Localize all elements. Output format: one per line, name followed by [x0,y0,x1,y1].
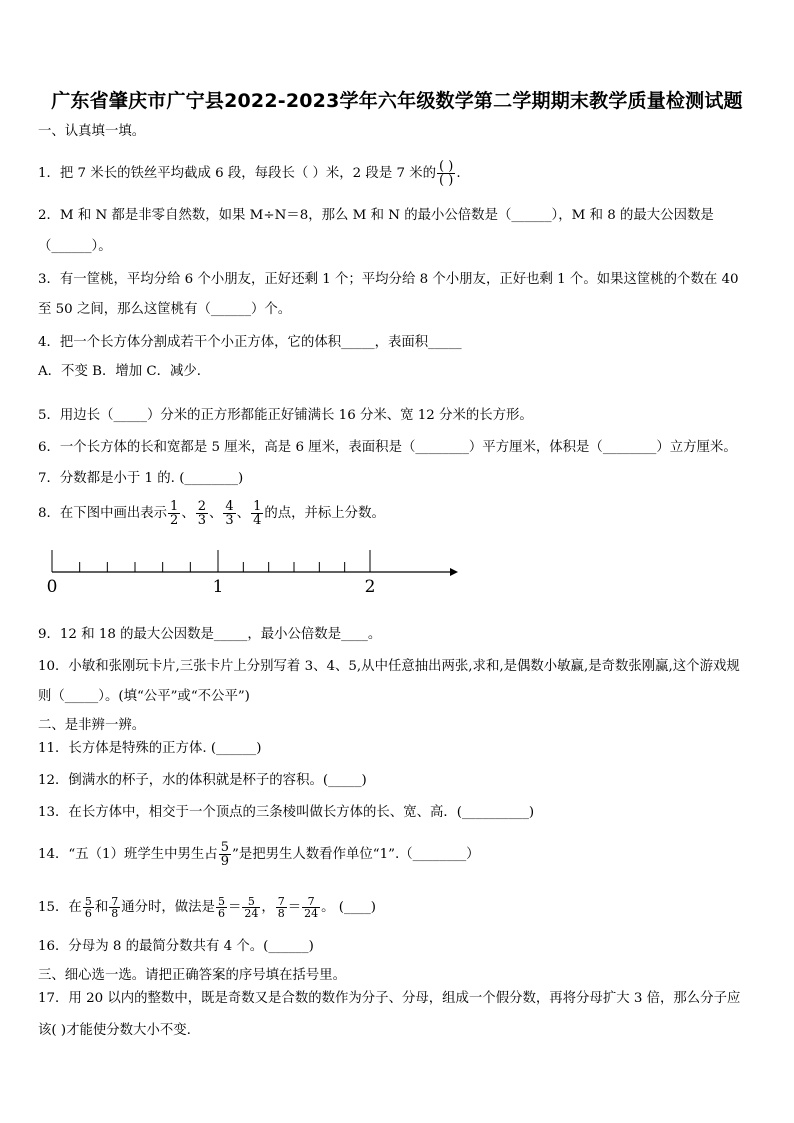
question-15: 15．在 $\frac{5}{6}$ 和 $\frac{7}{8}$ 通分时，做法是 $\frac{5}{6}$ ＝ $\frac{5}{24}$ ， $\frac{7}{8}$ ＝ $\frac{7}{24}$ 。 (____) [38,895,377,920]
question-13: 13．在长方体中，相交于一个顶点的三条棱叫做长方体的长、宽、高．(__________) [38,805,535,820]
question-11: 11．长方体是特殊的正方体. (______) [38,741,262,756]
page-title: 广东省肇庆市广宁县2022-2023学年六年级数学第二学期期末教学质量检测试题 [51,90,743,112]
fraction-5-9: $\frac{5}{9}$ [220,840,229,869]
section-1-heading: 一、认真填一填。 [38,124,146,139]
question-5: 5．用边长（_____）分米的正方形都能正好铺满长 16 分米、宽 12 分米的长方形。 [38,408,533,423]
number-line-label-2: 2 [364,577,376,597]
fraction-4-3: $\frac{4}{3}$ [225,499,234,528]
section-3-heading: 三、细心选一选。请把正确答案的序号填在括号里。 [38,968,346,983]
question-2-line-1: 2．M 和 N 都是非零自然数，如果 M÷N＝8，那么 M 和 N 的最小公倍数是（______），M 和 8 的最大公因数是 [38,208,714,223]
fraction-5-24: $\frac{5}{24}$ [244,895,259,920]
question-14: 14．“五（1）班学生中男生占 $\frac{5}{9}$ ”是把男生人数看作单位“1”.（________） [38,840,480,869]
question-8: 8．在下图中画出表示 $\frac{1}{2}$ 、 $\frac{2}{3}$ 、 $\frac{4}{3}$ 、 $\frac{1}{4}$ 的点，并标上分数。 [38,499,385,528]
question-3-line-2: 至 50 之间，那么这筐桃有（______）个。 [38,302,292,317]
fraction-blank: $\frac{( )}{( )}$ [439,159,454,188]
question-7: 7．分数都是小于 1 的. (________) [38,471,244,486]
fraction-5-6: $\frac{5}{6}$ [84,895,92,920]
fraction-2-3: $\frac{2}{3}$ [197,499,206,528]
fraction-1-2: $\frac{1}{2}$ [170,499,179,528]
fraction-5-6-b: $\frac{5}{6}$ [217,895,225,920]
question-4-options: A．不变 B．增加 C．减少． [38,364,211,379]
question-6: 6．一个长方体的长和宽都是 5 厘米，高是 6 厘米，表面积是（________）平方厘米，体积是（________）立方厘米。 [38,440,737,455]
question-3-line-1: 3．有一筐桃，平均分给 6 个小朋友，正好还剩 1 个；平均分给 8 个小朋友，正好也剩 1 个。如果这筐桃的个数在 40 [38,272,739,287]
question-1: 1．把 7 米长的铁丝平均截成 6 段，每段长（ ）米，2 段是 7 米的 $\frac{( )}{( )}$ . [38,159,461,188]
question-17-line-1: 17．用 20 以内的整数中，既是奇数又是合数的数作为分子、分母，组成一个假分数，再将分母扩大 3 倍，那么分子应 [38,991,741,1006]
number-line-label-0: 0 [46,577,58,597]
question-9: 9．12 和 18 的最大公因数是_____，最小公倍数是____。 [38,627,382,642]
fraction-1-4: $\frac{1}{4}$ [253,499,262,528]
number-line-arrow [450,568,458,576]
fraction-7-8-b: $\frac{7}{8}$ [277,895,285,920]
section-2-heading: 二、是非辨一辨。 [38,718,146,733]
question-2-line-2: （______）。 [38,239,112,254]
question-16: 16．分母为 8 的最简分数共有 4 个。(______) [38,939,314,954]
number-line-ticks [52,550,370,572]
question-4-line-1: 4．把一个长方体分割成若干个小正方体，它的体积_____，表面积_____ [38,335,462,350]
question-10-line-2: 则（_____）。(填“公平”或“不公平”) [38,689,250,704]
number-line-label-1: 1 [212,577,224,597]
question-12: 12．倒满水的杯子，水的体积就是杯子的容积。(_____) [38,773,367,788]
question-17-line-2: 该( )才能使分数大小不变. [38,1023,191,1038]
fraction-7-8: $\frac{7}{8}$ [111,895,119,920]
question-10-line-1: 10．小敏和张刚玩卡片,三张卡片上分别写着 3、4、5,从中任意抽出两张,求和,是偶数小敏赢,是奇数张刚赢,这个游戏规 [38,659,740,674]
fraction-7-24: $\frac{7}{24}$ [304,895,319,920]
number-line [38,540,468,600]
